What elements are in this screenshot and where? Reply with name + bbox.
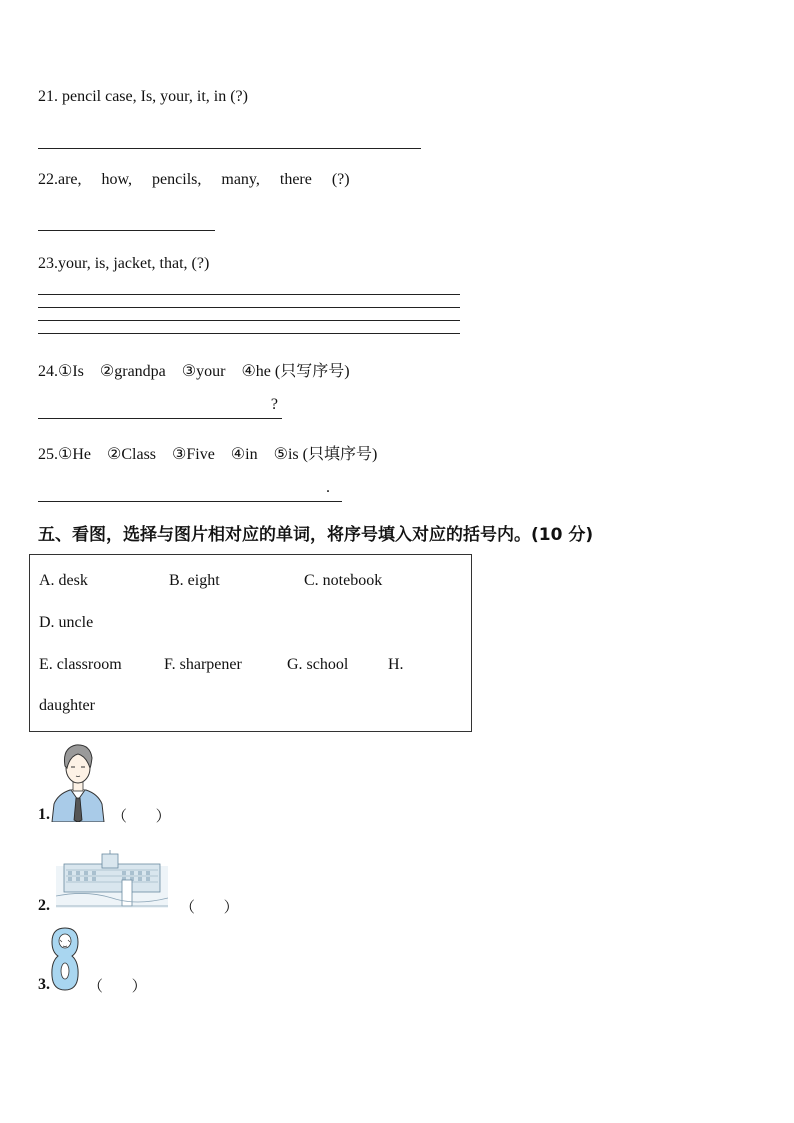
item-3-number: 3.: [38, 976, 50, 993]
section-5-title: 五、看图，选择与图片相对应的单词，将序号填入对应的括号内。(10 分): [38, 525, 594, 545]
option-b: B. eight: [169, 572, 220, 589]
period-mark: .: [326, 479, 330, 496]
option-c: C. notebook: [304, 572, 383, 589]
option-d: D. uncle: [39, 614, 94, 631]
option-a: A. desk: [39, 572, 88, 589]
question-24: 24.①Is ②grandpa ③your ④he (只写序号): [38, 363, 350, 380]
answer-line-23-2[interactable]: [38, 307, 460, 308]
option-h: H.: [388, 656, 404, 673]
answer-line-23-4[interactable]: [38, 333, 460, 334]
school-building-picture: [56, 850, 168, 908]
option-h-word: daughter: [39, 697, 95, 714]
item-2-answer-paren[interactable]: （ ）: [180, 898, 239, 916]
question-mark: ?: [270, 396, 278, 413]
number-eight-picture: [50, 926, 80, 992]
question-25: 25.①He ②Class ③Five ④in ⑤is (只填序号): [38, 446, 378, 463]
question-23: 23.your, is, jacket, that, (?): [38, 255, 210, 272]
question-21: 21. pencil case, Is, your, it, in (?): [38, 88, 248, 105]
options-box: [29, 554, 472, 732]
item-3-answer-paren[interactable]: （ ）: [88, 977, 147, 995]
answer-line-23-1[interactable]: [38, 294, 460, 295]
item-1-number: 1.: [38, 806, 50, 823]
option-g: G. school: [287, 656, 349, 673]
answer-line-23-3[interactable]: [38, 320, 460, 321]
answer-line-24[interactable]: [38, 398, 282, 419]
answer-line-21[interactable]: [38, 148, 421, 149]
answer-line-25[interactable]: [38, 481, 342, 502]
item-1-answer-paren[interactable]: （ ）: [112, 807, 171, 825]
option-e: E. classroom: [39, 656, 122, 673]
answer-line-22[interactable]: [38, 230, 215, 231]
question-22: 22.are, how, pencils, many, there (?): [38, 171, 350, 188]
item-2-number: 2.: [38, 897, 50, 914]
man-in-tie-picture: [50, 742, 106, 822]
option-f: F. sharpener: [164, 656, 242, 673]
